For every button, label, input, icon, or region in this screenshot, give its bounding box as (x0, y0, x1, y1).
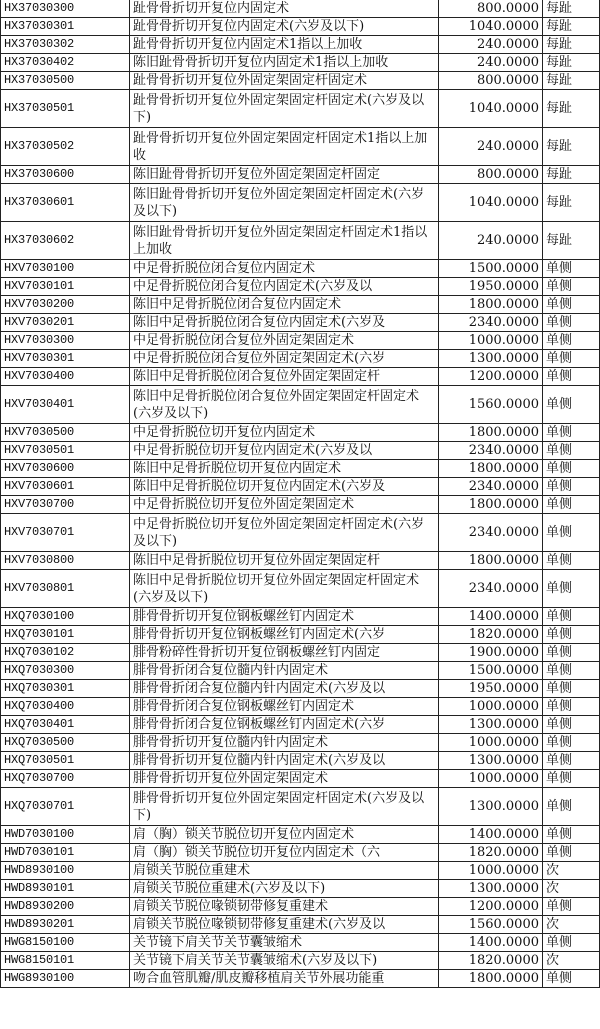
table-row (1, 770, 600, 788)
table-row (1, 222, 600, 260)
item-name-cell: 关节镜下肩关节关节囊皱缩术(六岁及以下) (130, 952, 439, 970)
item-name-cell: 趾骨骨折切开复位内固定术 (130, 0, 439, 18)
item-price-cell: 1800.0000 (439, 496, 543, 514)
item-unit-cell: 单侧 (543, 844, 600, 862)
item-code-cell: HX37030300 (1, 0, 130, 18)
item-price-cell: 800.0000 (439, 0, 543, 18)
item-unit-cell: 单侧 (543, 770, 600, 788)
item-unit-cell: 单侧 (543, 442, 600, 460)
item-name-cell: 趾骨骨折切开复位外固定架固定杆固定术(六岁及以下) (130, 90, 439, 128)
item-unit-cell: 单侧 (543, 278, 600, 296)
item-price-cell: 240.0000 (439, 54, 543, 72)
item-name-cell: 陈旧中足骨折脱位闭合复位外固定架固定杆 (130, 368, 439, 386)
item-name-cell: 趾骨骨折切开复位内固定术1指以上加收 (130, 36, 439, 54)
table-row (1, 278, 600, 296)
item-price-cell: 240.0000 (439, 36, 543, 54)
item-unit-cell: 每趾 (543, 72, 600, 90)
item-price-cell: 1200.0000 (439, 368, 543, 386)
item-code-cell: HXV7030500 (1, 424, 130, 442)
item-price-cell: 1800.0000 (439, 424, 543, 442)
item-code-cell: HXV7030301 (1, 350, 130, 368)
item-unit-cell: 次 (543, 862, 600, 880)
item-code-cell: HWG8150101 (1, 952, 130, 970)
item-price-cell: 240.0000 (439, 222, 543, 260)
table-row (1, 916, 600, 934)
table-row (1, 898, 600, 916)
item-unit-cell: 每趾 (543, 184, 600, 222)
item-unit-cell: 单侧 (543, 734, 600, 752)
item-name-cell: 陈旧中足骨折脱位闭合复位内固定术 (130, 296, 439, 314)
item-code-cell: HX37030600 (1, 166, 130, 184)
table-row (1, 90, 600, 128)
item-price-cell: 1300.0000 (439, 350, 543, 368)
item-price-cell: 1000.0000 (439, 734, 543, 752)
item-unit-cell: 每趾 (543, 0, 600, 18)
item-unit-cell: 单侧 (543, 626, 600, 644)
item-name-cell: 陈旧趾骨骨折切开复位外固定架固定杆固定术1指以上加收 (130, 222, 439, 260)
item-price-cell: 1040.0000 (439, 18, 543, 36)
item-code-cell: HXV7030501 (1, 442, 130, 460)
item-unit-cell: 单侧 (543, 570, 600, 608)
item-name-cell: 腓骨骨折切开复位外固定架固定杆固定术(六岁及以下) (130, 788, 439, 826)
item-price-cell: 1300.0000 (439, 788, 543, 826)
item-name-cell: 中足骨折脱位切开复位外固定架固定杆固定术(六岁及以下) (130, 514, 439, 552)
item-name-cell: 腓骨骨折闭合复位髓内针内固定术 (130, 662, 439, 680)
table-row (1, 36, 600, 54)
table-row (1, 698, 600, 716)
item-code-cell: HXQ7030501 (1, 752, 130, 770)
item-unit-cell: 次 (543, 916, 600, 934)
item-price-cell: 1500.0000 (439, 260, 543, 278)
item-price-cell: 1560.0000 (439, 386, 543, 424)
item-code-cell: HX37030301 (1, 18, 130, 36)
item-unit-cell: 单侧 (543, 496, 600, 514)
item-name-cell: 肩锁关节脱位重建术(六岁及以下) (130, 880, 439, 898)
item-name-cell: 趾骨骨折切开复位外固定架固定杆固定术1指以上加收 (130, 128, 439, 166)
item-code-cell: HXV7030100 (1, 260, 130, 278)
item-name-cell: 中足骨折脱位切开复位内固定术(六岁及以 (130, 442, 439, 460)
table-row (1, 18, 600, 36)
item-unit-cell: 单侧 (543, 332, 600, 350)
item-price-cell: 1820.0000 (439, 952, 543, 970)
item-price-cell: 2340.0000 (439, 570, 543, 608)
item-price-cell: 1300.0000 (439, 752, 543, 770)
item-unit-cell: 单侧 (543, 552, 600, 570)
item-unit-cell: 单侧 (543, 662, 600, 680)
item-name-cell: 中足骨折脱位闭合复位外固定架固定术(六岁 (130, 350, 439, 368)
item-unit-cell: 每趾 (543, 128, 600, 166)
item-price-cell: 2340.0000 (439, 514, 543, 552)
table-row (1, 970, 600, 988)
item-name-cell: 陈旧趾骨骨折切开复位外固定架固定杆固定术(六岁及以下) (130, 184, 439, 222)
table-row (1, 680, 600, 698)
item-unit-cell: 次 (543, 880, 600, 898)
item-name-cell: 肩（胸）锁关节脱位切开复位内固定术 (130, 826, 439, 844)
item-price-cell: 240.0000 (439, 128, 543, 166)
item-code-cell: HXQ7030102 (1, 644, 130, 662)
item-name-cell: 肩锁关节脱位重建术 (130, 862, 439, 880)
table-row (1, 350, 600, 368)
item-price-cell: 1040.0000 (439, 184, 543, 222)
item-name-cell: 趾骨骨折切开复位内固定术(六岁及以下) (130, 18, 439, 36)
table-row (1, 952, 600, 970)
item-name-cell: 陈旧趾骨骨折切开复位外固定架固定杆固定 (130, 166, 439, 184)
item-unit-cell: 单侧 (543, 424, 600, 442)
item-price-cell: 1400.0000 (439, 608, 543, 626)
item-code-cell: HXV7030701 (1, 514, 130, 552)
item-code-cell: HX37030501 (1, 90, 130, 128)
item-name-cell: 腓骨骨折切开复位髓内针内固定术(六岁及以 (130, 752, 439, 770)
table-row (1, 752, 600, 770)
item-price-cell: 2340.0000 (439, 478, 543, 496)
item-price-cell: 1950.0000 (439, 680, 543, 698)
item-unit-cell: 单侧 (543, 716, 600, 734)
item-code-cell: HXQ7030301 (1, 680, 130, 698)
item-code-cell: HXV7030400 (1, 368, 130, 386)
item-name-cell: 腓骨骨折闭合复位钢板螺丝钉内固定术 (130, 698, 439, 716)
item-code-cell: HX37030500 (1, 72, 130, 90)
table-row (1, 844, 600, 862)
item-unit-cell: 单侧 (543, 260, 600, 278)
item-code-cell: HX37030502 (1, 128, 130, 166)
item-price-cell: 1300.0000 (439, 716, 543, 734)
item-price-cell: 1200.0000 (439, 898, 543, 916)
item-unit-cell: 每趾 (543, 36, 600, 54)
table-row (1, 862, 600, 880)
item-code-cell: HX37030601 (1, 184, 130, 222)
item-name-cell: 肩锁关节脱位喙锁韧带修复重建术 (130, 898, 439, 916)
table-row (1, 788, 600, 826)
table-row (1, 608, 600, 626)
table-row (1, 184, 600, 222)
item-name-cell: 腓骨骨折切开复位钢板螺丝钉内固定术(六岁 (130, 626, 439, 644)
item-name-cell: 腓骨粉碎性骨折切开复位钢板螺丝钉内固定 (130, 644, 439, 662)
table-row (1, 570, 600, 608)
item-unit-cell: 单侧 (543, 970, 600, 988)
item-name-cell: 中足骨折脱位闭合复位内固定术(六岁及以 (130, 278, 439, 296)
item-code-cell: HX37030602 (1, 222, 130, 260)
item-code-cell: HXQ7030300 (1, 662, 130, 680)
item-price-cell: 1300.0000 (439, 880, 543, 898)
item-code-cell: HXV7030700 (1, 496, 130, 514)
table-row (1, 934, 600, 952)
item-code-cell: HXV7030801 (1, 570, 130, 608)
item-unit-cell: 单侧 (543, 350, 600, 368)
table-row (1, 880, 600, 898)
item-price-cell: 800.0000 (439, 72, 543, 90)
table-row (1, 54, 600, 72)
item-unit-cell: 单侧 (543, 478, 600, 496)
table-row (1, 296, 600, 314)
table-row (1, 478, 600, 496)
item-name-cell: 陈旧中足骨折脱位闭合复位内固定术(六岁及 (130, 314, 439, 332)
item-code-cell: HXV7030200 (1, 296, 130, 314)
item-name-cell: 中足骨折脱位切开复位内固定术 (130, 424, 439, 442)
item-name-cell: 腓骨骨折闭合复位钢板螺丝钉内固定术(六岁 (130, 716, 439, 734)
item-code-cell: HXV7030300 (1, 332, 130, 350)
item-code-cell: HX37030302 (1, 36, 130, 54)
item-code-cell: HXQ7030701 (1, 788, 130, 826)
item-name-cell: 腓骨骨折切开复位外固定架固定术 (130, 770, 439, 788)
item-code-cell: HXQ7030101 (1, 626, 130, 644)
item-price-cell: 1950.0000 (439, 278, 543, 296)
table-row (1, 626, 600, 644)
item-unit-cell: 每趾 (543, 18, 600, 36)
table-row (1, 386, 600, 424)
table-row (1, 734, 600, 752)
item-unit-cell: 次 (543, 952, 600, 970)
table-row (1, 72, 600, 90)
item-code-cell: HXV7030600 (1, 460, 130, 478)
item-code-cell: HXV7030201 (1, 314, 130, 332)
item-code-cell: HWD7030101 (1, 844, 130, 862)
item-unit-cell: 单侧 (543, 514, 600, 552)
item-price-cell: 1820.0000 (439, 626, 543, 644)
item-name-cell: 陈旧中足骨折脱位切开复位外固定架固定杆 (130, 552, 439, 570)
item-name-cell: 腓骨骨折切开复位髓内针内固定术 (130, 734, 439, 752)
item-code-cell: HWD7030100 (1, 826, 130, 844)
table-row (1, 442, 600, 460)
item-price-cell: 800.0000 (439, 166, 543, 184)
item-name-cell: 肩（胸）锁关节脱位切开复位内固定术（六 (130, 844, 439, 862)
item-unit-cell: 单侧 (543, 386, 600, 424)
item-unit-cell: 单侧 (543, 296, 600, 314)
table-row (1, 826, 600, 844)
table-row (1, 496, 600, 514)
item-name-cell: 陈旧中足骨折脱位切开复位外固定架固定杆固定术(六岁及以下) (130, 570, 439, 608)
item-price-cell: 1040.0000 (439, 90, 543, 128)
item-unit-cell: 单侧 (543, 826, 600, 844)
table-row (1, 552, 600, 570)
item-unit-cell: 每趾 (543, 90, 600, 128)
table-row (1, 0, 600, 18)
item-unit-cell: 单侧 (543, 368, 600, 386)
item-name-cell: 中足骨折脱位闭合复位外固定架固定术 (130, 332, 439, 350)
table-row (1, 662, 600, 680)
item-code-cell: HXV7030601 (1, 478, 130, 496)
table-row (1, 314, 600, 332)
item-price-cell: 1000.0000 (439, 698, 543, 716)
item-unit-cell: 单侧 (543, 314, 600, 332)
item-code-cell: HXQ7030401 (1, 716, 130, 734)
item-name-cell: 中足骨折脱位切开复位外固定架固定术 (130, 496, 439, 514)
item-price-cell: 1000.0000 (439, 770, 543, 788)
table-row (1, 260, 600, 278)
table-row (1, 332, 600, 350)
table-row (1, 166, 600, 184)
table-row (1, 460, 600, 478)
item-unit-cell: 单侧 (543, 934, 600, 952)
item-name-cell: 陈旧中足骨折脱位切开复位内固定术 (130, 460, 439, 478)
table-row (1, 424, 600, 442)
table-row (1, 368, 600, 386)
item-price-cell: 1800.0000 (439, 552, 543, 570)
item-price-cell: 1400.0000 (439, 934, 543, 952)
item-price-cell: 1800.0000 (439, 970, 543, 988)
item-unit-cell: 单侧 (543, 788, 600, 826)
item-price-cell: 1900.0000 (439, 644, 543, 662)
item-price-cell: 1400.0000 (439, 826, 543, 844)
item-name-cell: 趾骨骨折切开复位外固定架固定杆固定术 (130, 72, 439, 90)
table-row (1, 514, 600, 552)
item-unit-cell: 单侧 (543, 608, 600, 626)
item-name-cell: 腓骨骨折闭合复位髓内针内固定术(六岁及以 (130, 680, 439, 698)
item-name-cell: 陈旧中足骨折脱位闭合复位外固定架固定杆固定术(六岁及以下) (130, 386, 439, 424)
table-row (1, 128, 600, 166)
item-code-cell: HWD8930100 (1, 862, 130, 880)
item-code-cell: HXV7030101 (1, 278, 130, 296)
item-code-cell: HWD8930101 (1, 880, 130, 898)
item-price-cell: 1000.0000 (439, 332, 543, 350)
item-code-cell: HWD8930200 (1, 898, 130, 916)
item-name-cell: 陈旧趾骨骨折切开复位内固定术1指以上加收 (130, 54, 439, 72)
item-unit-cell: 每趾 (543, 54, 600, 72)
item-code-cell: HX37030402 (1, 54, 130, 72)
item-unit-cell: 单侧 (543, 460, 600, 478)
item-name-cell: 肩锁关节脱位喙锁韧带修复重建术(六岁及以 (130, 916, 439, 934)
item-code-cell: HWG8930100 (1, 970, 130, 988)
item-price-cell: 1560.0000 (439, 916, 543, 934)
item-name-cell: 中足骨折脱位闭合复位内固定术 (130, 260, 439, 278)
item-price-cell: 1000.0000 (439, 862, 543, 880)
item-unit-cell: 单侧 (543, 680, 600, 698)
table-row (1, 644, 600, 662)
item-code-cell: HXQ7030500 (1, 734, 130, 752)
item-price-cell: 1800.0000 (439, 296, 543, 314)
item-unit-cell: 单侧 (543, 898, 600, 916)
item-unit-cell: 单侧 (543, 644, 600, 662)
item-price-cell: 1820.0000 (439, 844, 543, 862)
item-name-cell: 陈旧中足骨折脱位切开复位内固定术(六岁及 (130, 478, 439, 496)
item-code-cell: HWD8930201 (1, 916, 130, 934)
item-price-cell: 1500.0000 (439, 662, 543, 680)
item-code-cell: HXQ7030100 (1, 608, 130, 626)
item-code-cell: HXQ7030700 (1, 770, 130, 788)
item-unit-cell: 每趾 (543, 166, 600, 184)
item-name-cell: 吻合血管肌瓣/肌皮瓣移植肩关节外展功能重 (130, 970, 439, 988)
item-unit-cell: 单侧 (543, 698, 600, 716)
item-code-cell: HXV7030401 (1, 386, 130, 424)
item-price-cell: 1800.0000 (439, 460, 543, 478)
item-code-cell: HXQ7030400 (1, 698, 130, 716)
item-code-cell: HXV7030800 (1, 552, 130, 570)
item-name-cell: 腓骨骨折切开复位钢板螺丝钉内固定术 (130, 608, 439, 626)
fee-table-body (1, 0, 600, 988)
item-price-cell: 2340.0000 (439, 314, 543, 332)
item-unit-cell: 单侧 (543, 752, 600, 770)
item-code-cell: HWG8150100 (1, 934, 130, 952)
item-name-cell: 关节镜下肩关节关节囊皱缩术 (130, 934, 439, 952)
item-price-cell: 2340.0000 (439, 442, 543, 460)
item-unit-cell: 每趾 (543, 222, 600, 260)
table-row (1, 716, 600, 734)
